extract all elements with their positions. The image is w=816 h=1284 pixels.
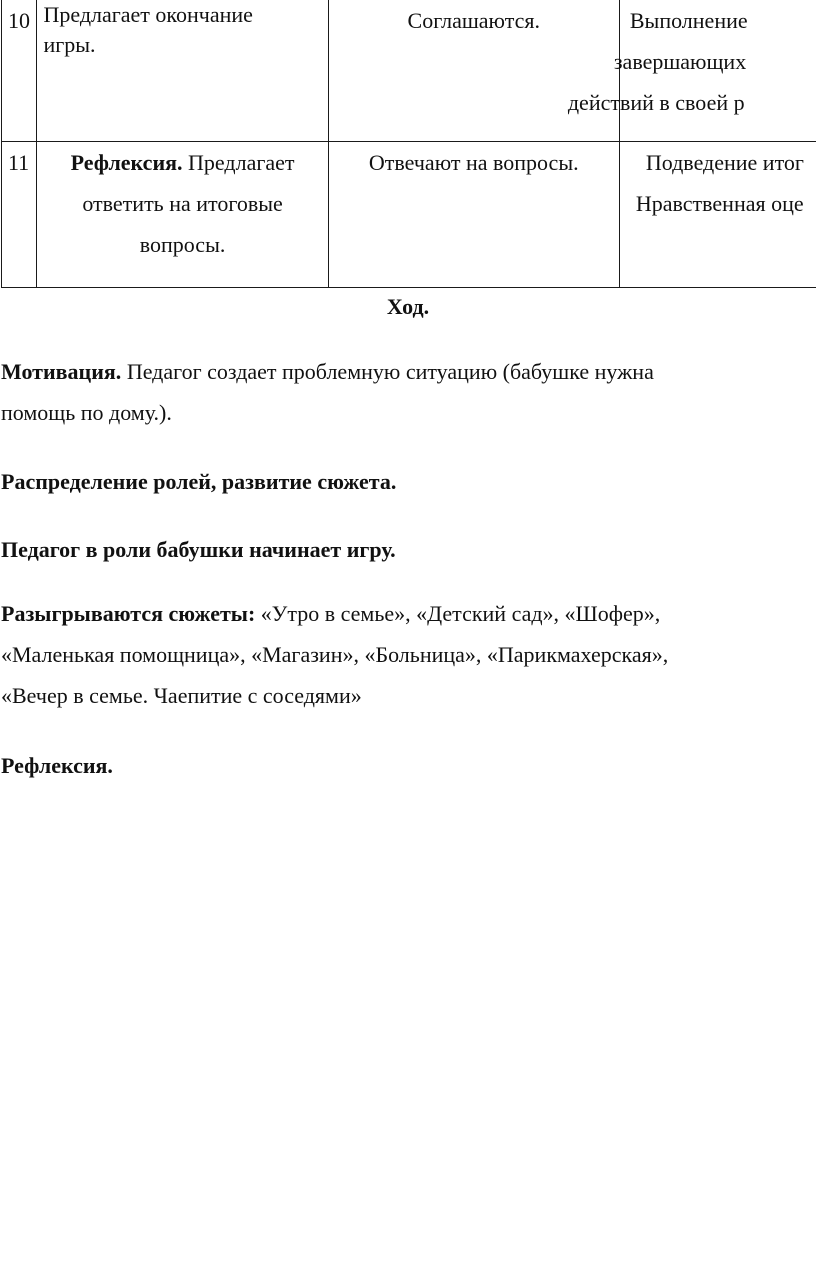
motivation-label: Мотивация. xyxy=(1,359,122,384)
teacher-activity-cell xyxy=(37,0,328,142)
teacher-activity-text: Предлагает xyxy=(182,150,295,175)
teacher-activity-line: вопросы. xyxy=(139,232,226,257)
children-activity-line: Отвечают на вопросы. xyxy=(368,150,579,175)
teacher-activity-line xyxy=(43,142,321,183)
reflection-paragraph: Рефлексия. xyxy=(1,753,113,778)
result-line: Подведение итог xyxy=(645,150,804,175)
roles-paragraph: Распределение ролей, развитие сюжета. xyxy=(1,469,397,494)
result-cell xyxy=(567,0,816,142)
grandma-paragraph: Педагог в роли бабушки начинает игру. xyxy=(1,537,396,562)
motivation-paragraph xyxy=(1,351,801,433)
teacher-activity-line: ответить на итоговые xyxy=(82,191,283,216)
table-row xyxy=(2,0,816,142)
result-line: завершающих xyxy=(613,49,747,74)
children-activity-line: Соглашаются. xyxy=(407,8,540,33)
result-line: Нравственная оце xyxy=(635,191,804,216)
plots-paragraph xyxy=(1,593,801,716)
row-number-cell xyxy=(2,0,37,142)
plots-text: «Утро в семье», «Детский сад», «Шофер», xyxy=(255,601,661,626)
result-line: действий в своей р xyxy=(567,90,745,115)
result-cell xyxy=(619,142,816,288)
row-number-cell xyxy=(2,142,37,288)
plots-label: Разыгрываются сюжеты: xyxy=(1,601,256,626)
teacher-activity-line: игры. xyxy=(43,32,96,57)
section-heading: Ход. xyxy=(386,294,430,319)
teacher-activity-line: Предлагает окончание xyxy=(43,2,253,27)
motivation-text: Педагог создает проблемную ситуацию (бабушке нужна xyxy=(121,359,654,384)
result-line: Выполнение xyxy=(629,8,748,33)
lesson-plan-table xyxy=(1,0,816,288)
motivation-text-continued: помощь по дому.). xyxy=(1,400,172,425)
row-number: 11 xyxy=(8,150,30,175)
teacher-activity-cell xyxy=(37,142,328,288)
plots-text-line-2: «Маленькая помощница», «Магазин», «Больница», «Парикмахерская», xyxy=(1,642,669,667)
reflection-label: Рефлексия. xyxy=(70,150,183,175)
plots-text-line-3: «Вечер в семье. Чаепитие с соседями» xyxy=(1,683,362,708)
row-number: 10 xyxy=(8,8,30,33)
table-row xyxy=(2,142,816,288)
children-activity-cell xyxy=(328,142,619,288)
